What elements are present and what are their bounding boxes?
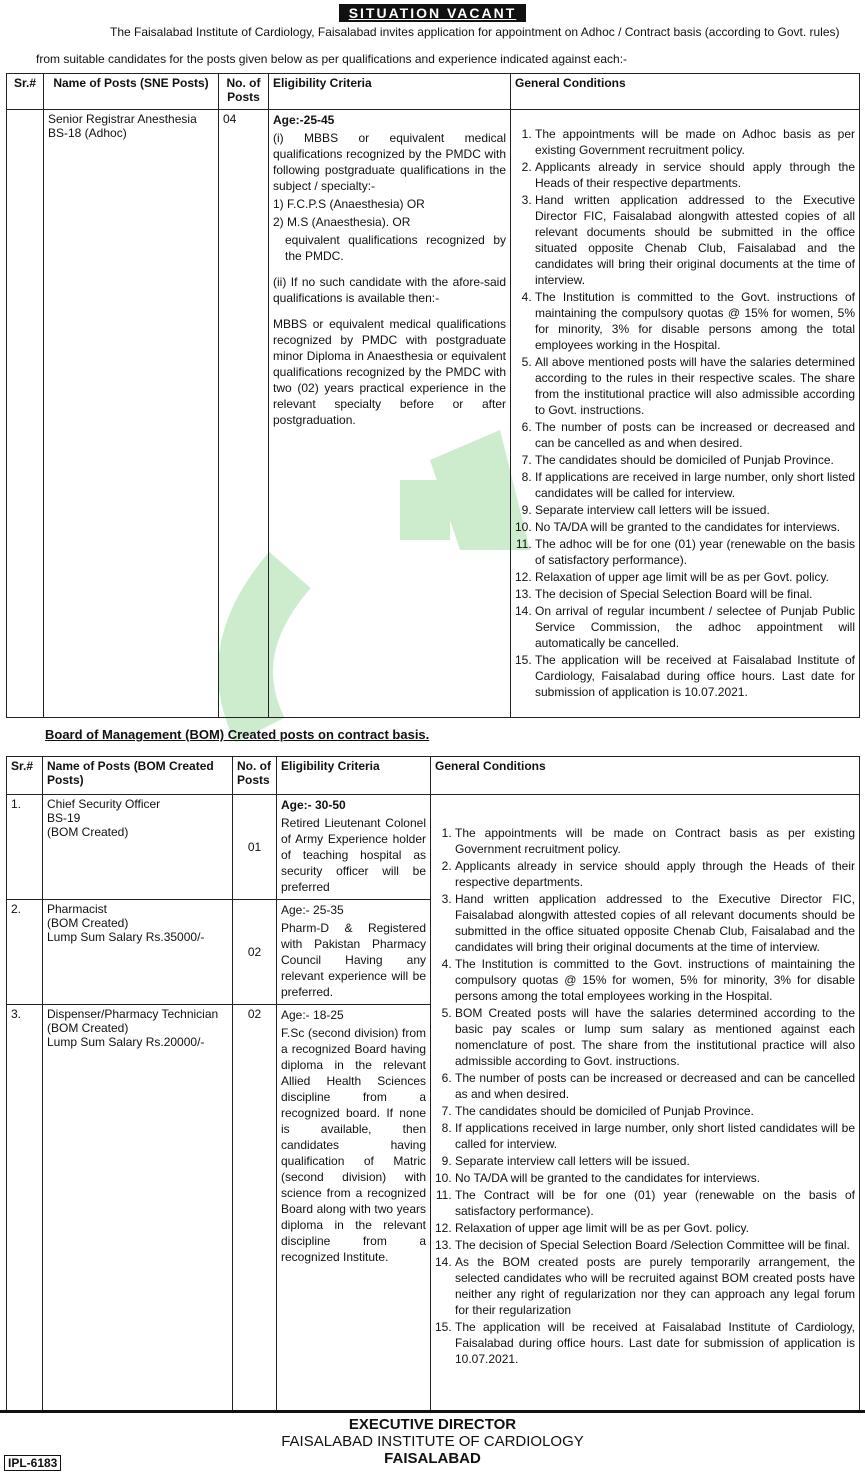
elig-text: F.Sc (second division) from a recognized Board having diploma in the relevant Allied Health Sciences discipline from a recognized board. If none is available, then candidates having qualification of Matric (second division) with science from a recognized Board along with two years diploma in the relevant discipline from a recognized Institute. bbox=[281, 1026, 426, 1264]
age-range: Age:-25-45 bbox=[273, 113, 335, 127]
eligibility-cell bbox=[277, 795, 431, 900]
intro-line-2: from suitable candidates for the posts given below as per qualifications and experience indicated against each:- bbox=[36, 52, 628, 66]
post-name: Senior Registrar Anesthesia bbox=[48, 112, 197, 126]
header-conditions: General Conditions bbox=[511, 74, 860, 110]
elig-text: MBBS or equivalent medical qualifications recognized by PMDC with postgraduate minor Diploma in Anaesthesia or equivalent qualifications recognized by the PMDC with two (02) years practical experience in the relevant specialty before or after postgraduation. bbox=[273, 317, 506, 427]
footer-line-1: EXECUTIVE DIRECTOR bbox=[348, 1416, 517, 1433]
condition-item: 5. All above mentioned posts will have the salaries determined according to the rules in their respective scales. The share from the institutional practice will also admissible according to Govt. instructions. bbox=[535, 354, 855, 418]
heading-wrap bbox=[0, 4, 865, 23]
condition-item: 7. The candidates should be domiciled of Punjab Province. bbox=[455, 1103, 855, 1119]
sr-cell: 2. bbox=[7, 900, 43, 1005]
elig-text: 2) M.S (Anaesthesia). OR bbox=[273, 215, 411, 229]
condition-item: 14. As the BOM created posts are purely temporarily arrangement, the selected candidates who will be recruited against BOM created posts have neither any right of regularization nor they can approach any legal forum for their regularization bbox=[455, 1254, 855, 1318]
header-eligibility: Eligibility Criteria bbox=[277, 757, 431, 795]
footer-line-3: FAISALABAD bbox=[384, 1450, 481, 1467]
posts-count: 04 bbox=[219, 110, 269, 718]
condition-item: 4. The Institution is committed to the Govt. instructions of maintaining the compulsory quotas @ 15% for women, 5% for minority, 3% for disable persons among the total employees working in the Hospital. bbox=[455, 956, 855, 1004]
post-note: (BOM Created) bbox=[47, 825, 129, 839]
sr-cell: 1. bbox=[7, 795, 43, 900]
footer-line-2: FAISALABAD INSTITUTE OF CARDIOLOGY bbox=[281, 1433, 584, 1450]
condition-item: 13. The decision of Special Selection Board will be final. bbox=[535, 586, 855, 602]
elig-text: (i) MBBS or equivalent medical qualifications recognized by the PMDC with following postgraduate qualifications in the subject / specialty:- bbox=[273, 131, 506, 193]
page-title: SITUATION VACANT bbox=[339, 4, 527, 22]
eligibility-cell bbox=[277, 1005, 431, 1433]
condition-item: 8. If applications are received in large number, only short listed candidates will be called for interview. bbox=[535, 469, 855, 501]
condition-item: 10. No TA/DA will be granted to the candidates for interviews. bbox=[455, 1170, 855, 1186]
condition-item: 3. Hand written application addressed to the Executive Director FIC, Faisalabad alongwith attested copies of all relevant documents should be submitted in the office situated opposite Chenab Club, Faisalabad and the candidates will bring their original documents at the time of interview. bbox=[535, 192, 855, 288]
post-note: Lump Sum Salary Rs.20000/- bbox=[47, 1035, 205, 1049]
post-bs: BS-19 bbox=[47, 811, 81, 825]
post-bs: BS-18 (Adhoc) bbox=[48, 126, 127, 140]
condition-item: 3. Hand written application addressed to the Executive Director FIC, Faisalabad alongwith attested copies of all relevant documents should be submitted in the office situated opposite Chenab Club, Faisalabad and the candidates will bring their original documents at the time of interview. bbox=[455, 891, 855, 955]
sne-posts-table bbox=[6, 73, 860, 718]
condition-item: 11. The Contract will be for one (01) year (renewable on the basis of satisfactory performance). bbox=[455, 1187, 855, 1219]
section-title: Board of Management (BOM) Created posts on contract basis. bbox=[45, 727, 430, 742]
posts-count: 02 bbox=[233, 1005, 277, 1433]
age-range: Age:- 30-50 bbox=[281, 798, 346, 812]
age-range: Age:- 25-35 bbox=[281, 903, 344, 917]
condition-item: 9. Separate interview call letters will be issued. bbox=[455, 1153, 855, 1169]
condition-item: 10. No TA/DA will be granted to the candidates for interviews. bbox=[535, 519, 855, 535]
post-bs: (BOM Created) bbox=[47, 1021, 129, 1035]
intro-line-1: The Faisalabad Institute of Cardiology, Faisalabad invites application for appointment on Adhoc / Contract basis (according to Govt. rules) bbox=[110, 25, 840, 39]
condition-item: 11. The adhoc will be for one (01) year (renewable on the basis of satisfactory performance). bbox=[535, 536, 855, 568]
condition-item: 6. The number of posts can be increased or decreased and can be cancelled as and when desired. bbox=[455, 1070, 855, 1102]
condition-item: 12. Relaxation of upper age limit will be as per Govt. policy. bbox=[455, 1220, 855, 1236]
conditions-list bbox=[515, 126, 855, 700]
conditions-cell bbox=[431, 795, 860, 1433]
condition-item: 5. BOM Created posts will have the salaries determined according to the basic pay scales or lump sum salary as mentioned against each nomenclature of post. The share from the institutional practice will also admissible according to Govt. instructions. bbox=[455, 1005, 855, 1069]
header-sr: Sr.# bbox=[7, 74, 44, 110]
elig-text: (ii) If no such candidate with the afore-said qualifications is available then:- bbox=[273, 275, 506, 305]
condition-item: 13. The decision of Special Selection Board /Selection Committee will be final. bbox=[455, 1237, 855, 1253]
condition-item: 15. The application will be received at Faisalabad Institute of Cardiology, Faisalabad during office hours. Last date for submission of application is 10.07.2021. bbox=[455, 1319, 855, 1367]
post-note: Lump Sum Salary Rs.35000/- bbox=[47, 930, 205, 944]
header-no-of-posts: No. of Posts bbox=[233, 757, 277, 795]
condition-item: 2. Applicants already in service should apply through the Heads of their respective departments. bbox=[455, 858, 855, 890]
condition-item: 7. The candidates should be domiciled of Punjab Province. bbox=[535, 452, 855, 468]
condition-item: 9. Separate interview call letters will be issued. bbox=[535, 502, 855, 518]
conditions-list bbox=[435, 825, 855, 1367]
post-bs: (BOM Created) bbox=[47, 916, 129, 930]
sr-cell bbox=[7, 110, 44, 718]
header-conditions: General Conditions bbox=[431, 757, 860, 795]
post-name-cell bbox=[43, 900, 233, 1005]
post-name-cell bbox=[43, 1005, 233, 1433]
condition-item: 2. Applicants already in service should apply through the Heads of their respective departments. bbox=[535, 159, 855, 191]
post-name: Pharmacist bbox=[47, 902, 108, 916]
conditions-cell bbox=[511, 110, 860, 718]
age-range: Age:- 18-25 bbox=[281, 1008, 344, 1022]
footer-signature bbox=[0, 1410, 865, 1479]
ipl-code: IPL-6183 bbox=[4, 1455, 61, 1471]
post-name: Dispenser/Pharmacy Technician bbox=[47, 1007, 219, 1021]
post-name-cell bbox=[44, 110, 219, 718]
bom-posts-table bbox=[6, 756, 860, 1433]
condition-item: 4. The Institution is committed to the Govt. instructions of maintaining the compulsory quotas @ 15% for women, 5% for minority, 3% for disable persons among the total employees working in the Hospital. bbox=[535, 289, 855, 353]
condition-item: 12. Relaxation of upper age limit will be as per Govt. policy. bbox=[535, 569, 855, 585]
posts-count: 01 bbox=[233, 795, 277, 900]
header-sr: Sr.# bbox=[7, 757, 43, 795]
header-post-name: Name of Posts (SNE Posts) bbox=[44, 74, 219, 110]
elig-text: equivalent qualifications recognized by the PMDC. bbox=[285, 233, 506, 263]
header-no-of-posts: No. of Posts bbox=[219, 74, 269, 110]
condition-item: 15. The application will be received at Faisalabad Institute of Cardiology, Faisalabad during office hours. Last date for submission of application is 10.07.2021. bbox=[535, 652, 855, 700]
header-eligibility: Eligibility Criteria bbox=[269, 74, 511, 110]
condition-item: 6. The number of posts can be increased or decreased and can be cancelled as and when desired. bbox=[535, 419, 855, 451]
condition-item: 1. The appointments will be made on Contract basis as per existing Government recruitment policy. bbox=[455, 825, 855, 857]
posts-count: 02 bbox=[233, 900, 277, 1005]
post-name: Chief Security Officer bbox=[47, 797, 161, 811]
condition-item: 14. On arrival of regular incumbent / selectee of Punjab Public Service Commission, the adhoc appointment will automatically be cancelled. bbox=[535, 603, 855, 651]
post-name-cell bbox=[43, 795, 233, 900]
eligibility-cell bbox=[277, 900, 431, 1005]
condition-item: 8. If applications received in large number, only short listed candidates will be called for interview. bbox=[455, 1120, 855, 1152]
sr-cell: 3. bbox=[7, 1005, 43, 1433]
elig-text: Retired Lieutenant Colonel of Army Experience holder of teaching hospital as security officer will be preferred bbox=[281, 816, 426, 894]
eligibility-cell bbox=[269, 110, 511, 718]
header-post-name: Name of Posts (BOM Created Posts) bbox=[43, 757, 233, 795]
elig-text: Pharm-D & Registered with Pakistan Pharmacy Council Having any relevant experience will be preferred. bbox=[281, 921, 426, 999]
elig-text: 1) F.C.P.S (Anaesthesia) OR bbox=[273, 197, 425, 211]
condition-item: 1. The appointments will be made on Adhoc basis as per existing Government recruitment policy. bbox=[535, 126, 855, 158]
